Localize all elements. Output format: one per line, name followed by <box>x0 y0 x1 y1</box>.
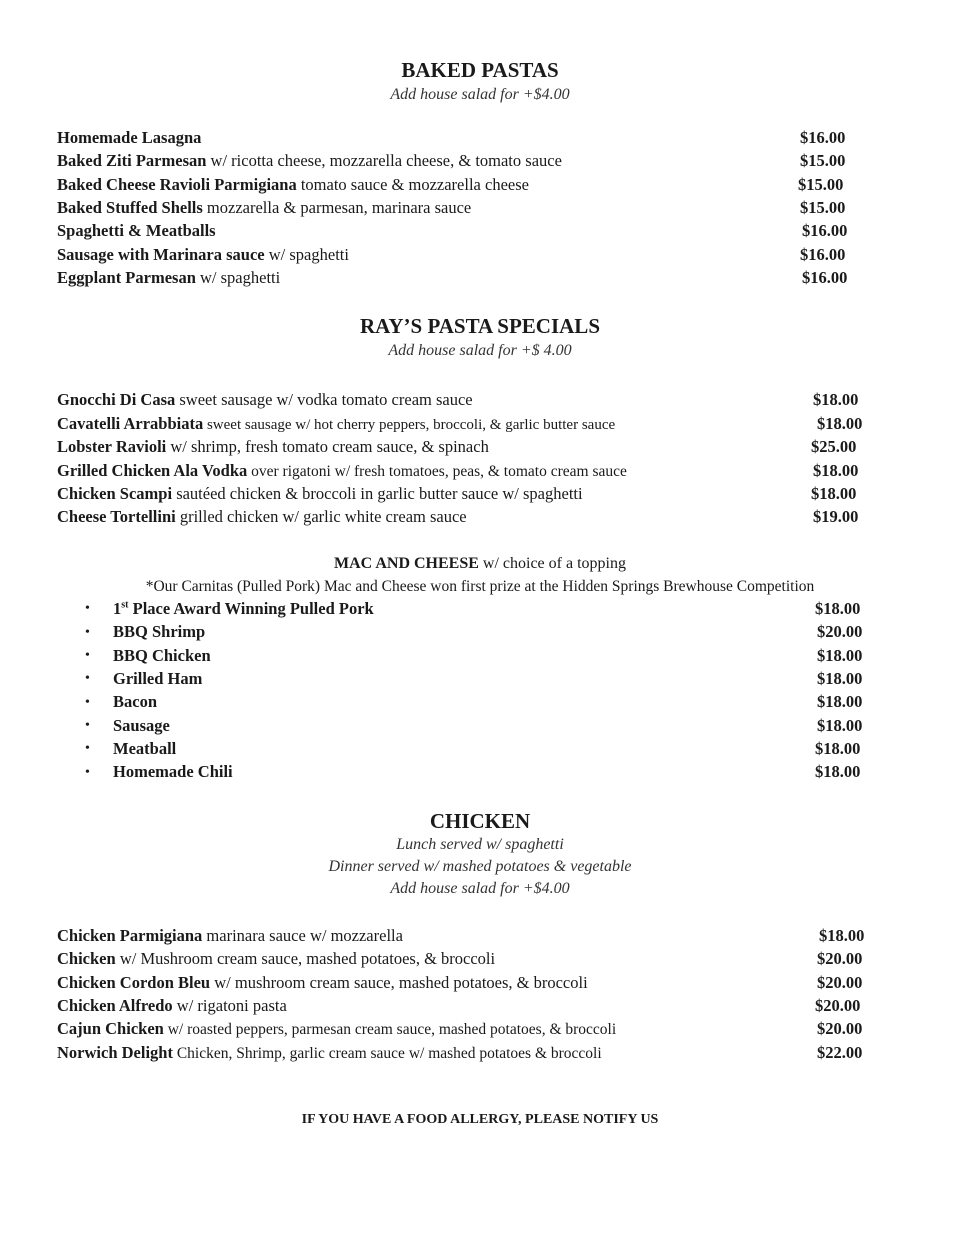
item-price: $18.00 <box>817 646 863 665</box>
menu-item <box>57 484 583 504</box>
menu-item <box>57 390 473 410</box>
menu-item <box>57 461 627 481</box>
item-price: $16.00 <box>802 221 848 240</box>
item-price: $18.00 <box>817 716 863 735</box>
item-name: Chicken Alfredo <box>57 996 173 1015</box>
item-desc: over rigatoni w/ fresh tomatoes, peas, & tomato cream sauce <box>247 463 627 480</box>
item-name: Chicken <box>57 949 116 968</box>
chicken-title: CHICKEN <box>429 809 531 833</box>
allergy-notice: IF YOU HAVE A FOOD ALLERGY, PLEASE NOTIFY US <box>301 1112 659 1127</box>
item-name: Chicken Scampi <box>57 484 173 503</box>
item-desc: mozzarella & parmesan, marinara sauce <box>202 198 472 217</box>
bullet: • <box>85 671 90 686</box>
item-name: Grilled Chicken Ala Vodka <box>57 461 248 480</box>
item-desc: marinara sauce w/ mozzarella <box>202 926 403 945</box>
item-price: $18.00 <box>815 599 861 618</box>
mac-cheese-note: *Our Carnitas (Pulled Pork) Mac and Cheese won first prize at the Hidden Springs Brewhouse Competition <box>145 578 815 595</box>
item-desc: w/ Mushroom cream sauce, mashed potatoes, & broccoli <box>115 949 496 968</box>
menu-item <box>57 437 489 457</box>
item-name: Chicken Parmigiana <box>57 926 203 945</box>
item-desc: w/ mushroom cream sauce, mashed potatoes, & broccoli <box>210 973 588 992</box>
item-price: $18.00 <box>815 762 861 781</box>
item-name: Baked Ziti Parmesan <box>57 151 207 170</box>
bullet: • <box>85 765 90 780</box>
menu-item <box>57 1019 616 1039</box>
item-price: $16.00 <box>800 245 846 264</box>
item-price: $16.00 <box>802 268 848 287</box>
menu-item <box>57 268 280 288</box>
item-name: Place Award Winning Pulled Pork <box>128 599 374 618</box>
item-desc: tomato sauce & mozzarella cheese <box>296 175 529 194</box>
baked-pastas-title: BAKED PASTAS <box>401 58 559 82</box>
item-price: $20.00 <box>817 622 863 641</box>
item-price: $15.00 <box>798 175 844 194</box>
bullet: • <box>85 625 90 640</box>
item-desc: w/ rigatoni pasta <box>172 996 287 1015</box>
menu-item <box>57 221 216 241</box>
item-price: $18.00 <box>813 461 859 480</box>
item-desc: Chicken, Shrimp, garlic cream sauce w/ mashed potatoes & broccoli <box>172 1045 602 1062</box>
item-desc: w/ shrimp, fresh tomato cream sauce, & spinach <box>166 437 489 456</box>
item-price: $18.00 <box>817 669 863 688</box>
item-name: Norwich Delight <box>57 1043 173 1062</box>
mac-item: Bacon <box>113 692 158 711</box>
mac-item: BBQ Chicken <box>113 646 211 665</box>
menu-item <box>57 949 495 969</box>
mac-item <box>113 599 374 619</box>
menu-item <box>57 175 529 195</box>
item-name: Spaghetti & Meatballs <box>57 221 216 240</box>
item-price: $18.00 <box>819 926 865 945</box>
item-name: Homemade Lasagna <box>57 128 202 147</box>
mac-item: Grilled Ham <box>113 669 203 688</box>
bullet: • <box>85 718 90 733</box>
item-desc: w/ spaghetti <box>264 245 349 264</box>
item-price: $18.00 <box>811 484 857 503</box>
item-price: $20.00 <box>817 949 863 968</box>
item-price: $25.00 <box>811 437 857 456</box>
item-price: $19.00 <box>813 507 859 526</box>
item-name: Cajun Chicken <box>57 1019 164 1038</box>
item-price: $18.00 <box>815 739 861 758</box>
mac-item: Sausage <box>113 716 170 735</box>
item-price: $22.00 <box>817 1043 863 1062</box>
menu-item <box>57 507 467 527</box>
mac-item: BBQ Shrimp <box>113 622 206 641</box>
chicken-subtitle-salad: Add house salad for +$4.00 <box>390 880 570 897</box>
chicken-subtitle-dinner: Dinner served w/ mashed potatoes & vegetable <box>328 858 632 875</box>
item-price: $18.00 <box>817 414 863 433</box>
menu-item <box>57 1043 602 1063</box>
menu-item <box>57 198 471 218</box>
item-name: Cheese Tortellini <box>57 507 176 526</box>
item-name: Chicken Cordon Bleu <box>57 973 211 992</box>
menu-item <box>57 996 287 1016</box>
menu-item <box>57 151 562 171</box>
bullet: • <box>85 741 90 756</box>
item-name: Cavatelli Arrabbiata <box>57 414 204 433</box>
item-price: $15.00 <box>800 198 846 217</box>
item-desc: sautéed chicken & broccoli in garlic butter sauce w/ spaghetti <box>172 484 583 503</box>
rays-specials-title: RAY’S PASTA SPECIALS <box>359 314 600 338</box>
item-desc: w/ roasted peppers, parmesan cream sauce, mashed potatoes, & broccoli <box>163 1021 617 1038</box>
menu-item <box>57 414 615 434</box>
baked-pastas-subtitle: Add house salad for +$4.00 <box>390 86 570 103</box>
rays-specials-subtitle: Add house salad for +$ 4.00 <box>388 342 572 359</box>
item-name: Baked Cheese Ravioli Parmigiana <box>57 175 297 194</box>
item-name: Baked Stuffed Shells <box>57 198 203 217</box>
mac-item: Homemade Chili <box>113 762 233 781</box>
item-price: $20.00 <box>817 973 863 992</box>
item-desc: grilled chicken w/ garlic white cream sauce <box>175 507 467 526</box>
item-desc: w/ spaghetti <box>195 268 281 287</box>
menu-item <box>57 245 349 265</box>
ordinal-suffix: st <box>121 599 129 611</box>
item-name: Lobster Ravioli <box>57 437 167 456</box>
item-price: $16.00 <box>800 128 846 147</box>
mac-cheese-title <box>0 555 960 573</box>
item-name: Gnocchi Di Casa <box>57 390 176 409</box>
menu-item <box>57 973 588 993</box>
bullet: • <box>85 601 90 616</box>
item-desc: w/ ricotta cheese, mozzarella cheese, & tomato sauce <box>206 151 562 170</box>
item-price: $18.00 <box>817 692 863 711</box>
menu-item <box>57 128 201 148</box>
ordinal: 1 <box>113 599 122 618</box>
item-price: $20.00 <box>815 996 861 1015</box>
menu-item <box>57 926 403 946</box>
item-desc: sweet sausage w/ vodka tomato cream sauce <box>175 390 473 409</box>
item-desc: sweet sausage w/ hot cherry peppers, broccoli, & garlic butter sauce <box>203 417 616 433</box>
mac-item: Meatball <box>113 739 177 758</box>
bullet: • <box>85 648 90 663</box>
item-price: $15.00 <box>800 151 846 170</box>
item-name: Sausage with Marinara sauce <box>57 245 265 264</box>
bullet: • <box>85 695 90 710</box>
mac-cheese-title-text: MAC AND CHEESE <box>334 555 479 572</box>
item-name: Eggplant Parmesan <box>57 268 196 287</box>
item-price: $18.00 <box>813 390 859 409</box>
mac-cheese-title-suffix: w/ choice of a topping <box>478 555 626 572</box>
chicken-subtitle-lunch: Lunch served w/ spaghetti <box>396 836 564 853</box>
item-price: $20.00 <box>817 1019 863 1038</box>
